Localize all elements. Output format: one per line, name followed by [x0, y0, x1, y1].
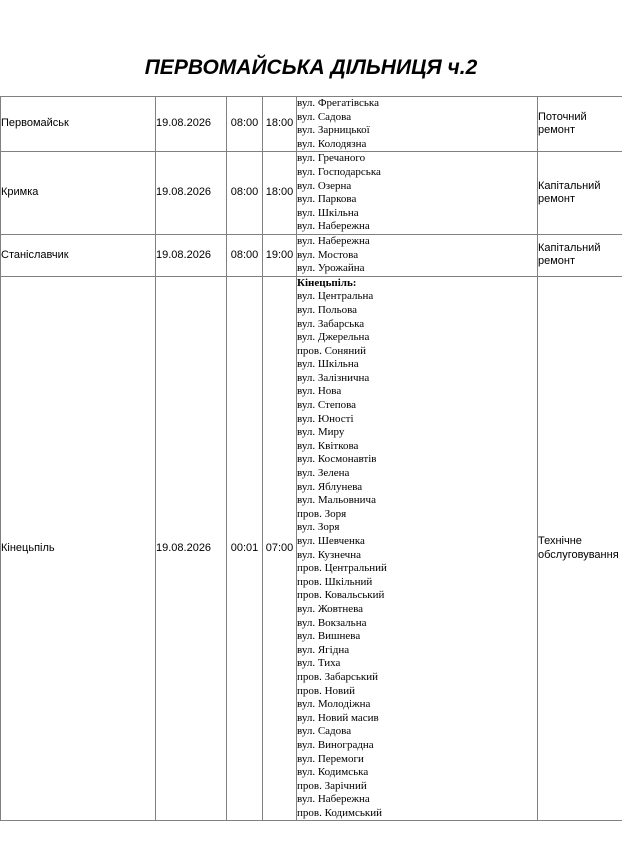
street-item: пров. Зарічний	[297, 779, 367, 792]
street-item: вул. Молодіжна	[297, 698, 371, 711]
street-item: вул. Набережна	[297, 220, 370, 233]
street-item: вул. Тиха	[297, 657, 341, 670]
start-time-cell: 00:01	[227, 276, 263, 821]
street-item: вул. Мостова	[297, 248, 359, 261]
outage-schedule-table	[0, 96, 622, 821]
street-item: вул. Джерельна	[297, 331, 370, 344]
street-item: вул. Садова	[297, 110, 352, 123]
street-item: вул. Новий масив	[297, 711, 379, 724]
street-item: вул. Кодимська	[297, 766, 369, 779]
settlement-cell: Станіславчик	[1, 234, 156, 276]
street-item: пров. Ковальський	[297, 589, 385, 602]
streets-cell	[297, 97, 538, 152]
street-item: вул. Мальовнича	[297, 494, 376, 507]
street-item: вул. Вокзальна	[297, 616, 367, 629]
street-item: вул. Зоря	[297, 521, 340, 534]
table-row	[1, 152, 622, 235]
page-title: ПЕРВОМАЙСЬКА ДІЛЬНИЦЯ ч.2	[144, 56, 478, 79]
end-time-cell: 19:00	[263, 234, 297, 276]
settlement-cell: Первомайськ	[1, 97, 156, 152]
work-type-label: Капітальний ремонт	[538, 241, 601, 268]
street-item: пров. Новий	[297, 684, 355, 697]
street-item: вул. Гречаного	[297, 152, 366, 165]
work-type-label: Капітальний ремонт	[538, 179, 601, 206]
street-item: вул. Зелена	[297, 467, 350, 480]
street-item: вул. Ягідна	[297, 643, 350, 656]
street-item: вул. Озерна	[297, 179, 352, 192]
street-item: вул. Юності	[297, 412, 354, 425]
end-time-cell: 18:00	[263, 152, 297, 235]
date-cell: 19.08.2026	[156, 276, 227, 821]
table-row	[1, 276, 622, 821]
work-type-cell	[538, 234, 622, 276]
street-item: вул. Шкільна	[297, 206, 359, 219]
table-row	[1, 234, 622, 276]
street-item: пров. Шкільний	[297, 575, 373, 588]
street-item: вул. Фрегатівська	[297, 97, 379, 109]
street-item: вул. Набережна	[297, 234, 370, 247]
street-item: вул. Паркова	[297, 193, 357, 206]
date-cell: 19.08.2026	[156, 97, 227, 152]
street-item: пров. Забарський	[297, 670, 378, 683]
table-row	[1, 97, 622, 152]
street-item: вул. Набережна	[297, 793, 370, 806]
street-item: вул. Колодязна	[297, 137, 367, 150]
work-type-label: Поточний ремонт	[538, 110, 587, 137]
street-item: вул. Виноградна	[297, 738, 374, 751]
street-item: вул. Забарська	[297, 317, 365, 330]
start-time-cell: 08:00	[227, 234, 263, 276]
street-item: вул. Перемоги	[297, 752, 364, 765]
end-time-cell: 18:00	[263, 97, 297, 152]
settlement-cell: Кінецьпіль	[1, 276, 156, 821]
date-cell: 19.08.2026	[156, 234, 227, 276]
street-item: вул. Вишнева	[297, 630, 361, 643]
street-item: вул. Жовтнева	[297, 602, 364, 615]
street-item: вул. Центральна	[297, 290, 374, 303]
street-item: вул. Космонавтів	[297, 453, 377, 466]
street-item: вул. Кузнечна	[297, 548, 361, 561]
street-item: пров. Центральний	[297, 562, 387, 575]
street-item: пров. Зоря	[297, 507, 347, 520]
settlement-cell: Кримка	[1, 152, 156, 235]
street-item: вул. Садова	[297, 725, 352, 738]
street-item: вул. Нова	[297, 385, 342, 398]
streets-cell	[297, 234, 538, 276]
street-item: вул. Яблунева	[297, 480, 363, 493]
street-item: вул. Господарська	[297, 165, 381, 178]
street-item: пров. Кодимський	[297, 806, 383, 819]
work-type-cell	[538, 152, 622, 235]
streets-cell	[297, 152, 538, 235]
start-time-cell: 08:00	[227, 97, 263, 152]
street-item: вул. Степова	[297, 399, 357, 412]
work-type-cell	[538, 276, 622, 821]
street-item: вул. Польова	[297, 303, 358, 316]
date-cell: 19.08.2026	[156, 152, 227, 235]
street-item: пров. Соняний	[297, 344, 367, 357]
street-item: вул. Зарницької	[297, 124, 370, 137]
street-item: вул. Шкільна	[297, 358, 359, 371]
street-item: вул. Квіткова	[297, 439, 359, 452]
start-time-cell: 08:00	[227, 152, 263, 235]
streets-heading: Кінецьпіль:	[297, 276, 357, 289]
work-type-label: Технічне обслуговування	[538, 535, 619, 561]
work-type-cell	[538, 97, 622, 152]
end-time-cell: 07:00	[263, 276, 297, 821]
street-item: вул. Залізнична	[297, 371, 370, 384]
street-item: вул. Урожайна	[297, 262, 365, 275]
street-item: вул. Миру	[297, 426, 345, 439]
street-item: вул. Шевченка	[297, 535, 365, 547]
streets-cell	[297, 276, 538, 821]
